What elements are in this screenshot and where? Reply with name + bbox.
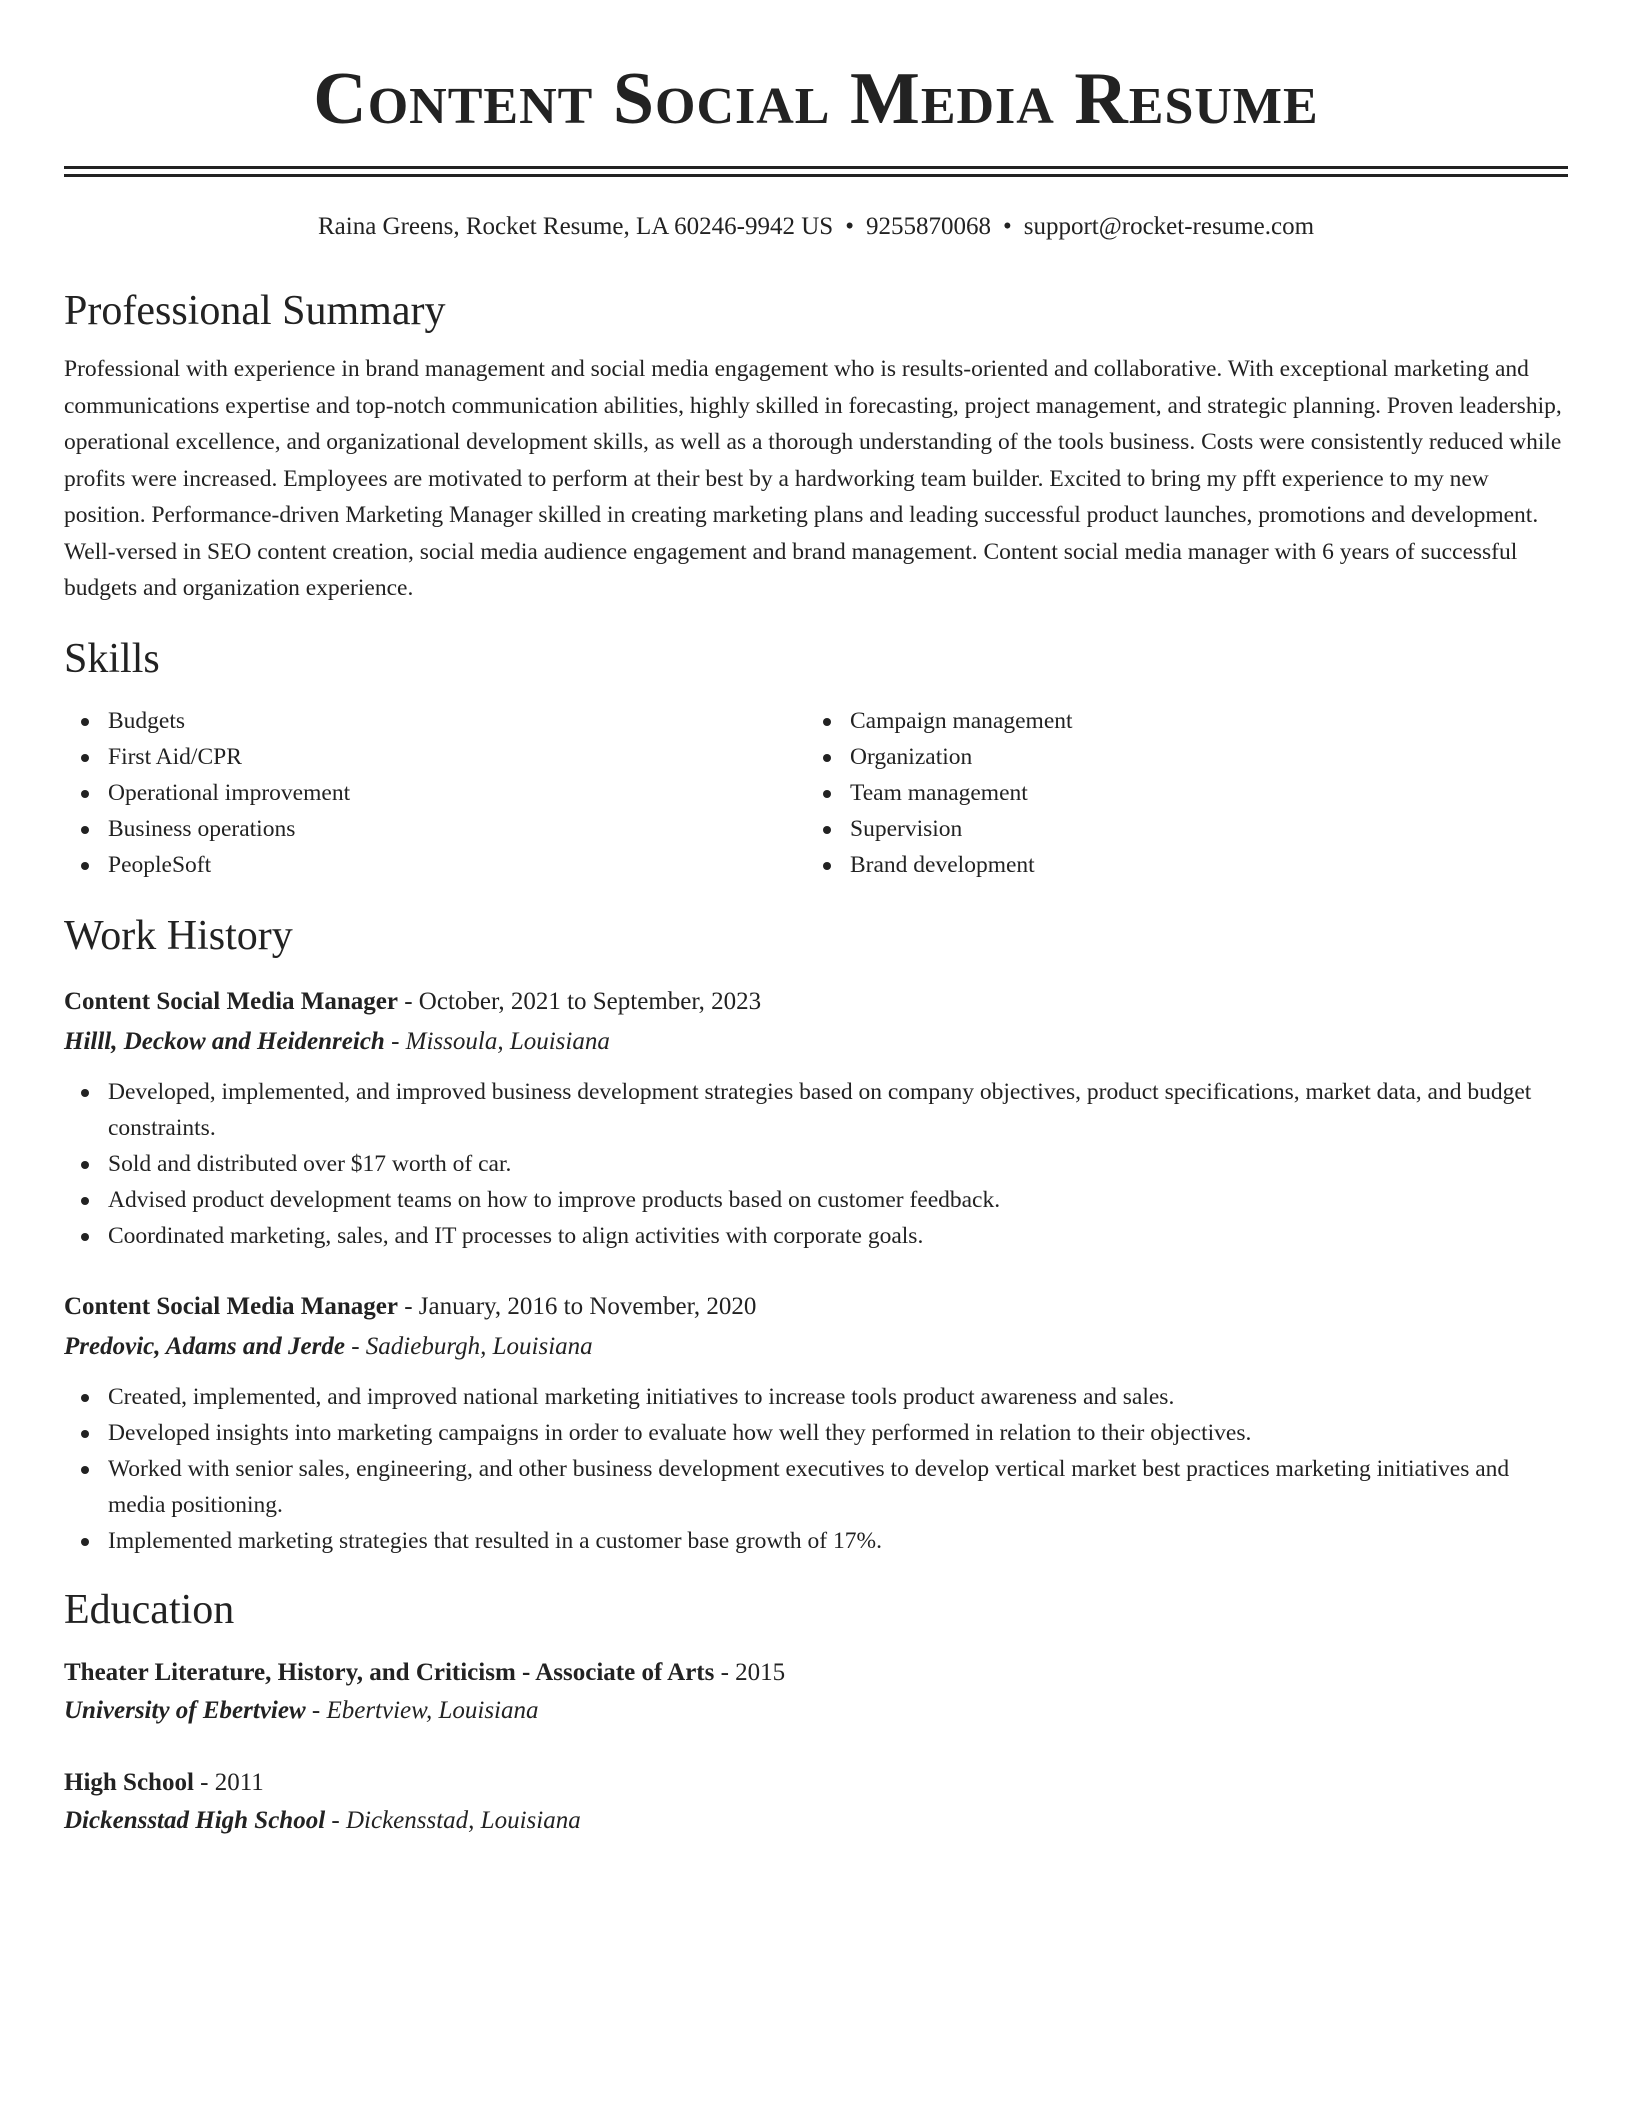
job-bullets: [64, 1074, 1568, 1255]
school-name: University of Ebertview: [64, 1696, 306, 1724]
job-entry: [64, 1287, 1568, 1560]
job-dates: - January, 2016 to November, 2020: [397, 1292, 757, 1320]
title-divider: [64, 166, 1568, 177]
summary-heading: Professional Summary: [64, 288, 446, 334]
skill-item: Operational improvement: [64, 775, 806, 811]
job-title-line: [64, 1287, 1568, 1327]
degree-name: Theater Literature, History, and Criticism - Associate of Arts: [64, 1658, 715, 1686]
company-location: - Sadieburgh, Louisiana: [344, 1332, 593, 1360]
job-bullet: Coordinated marketing, sales, and IT processes to align activities with corporate goals.: [64, 1218, 1568, 1254]
school-location: - Dickensstad, Louisiana: [325, 1806, 581, 1834]
degree-line: [64, 1654, 1568, 1692]
job-bullet: Developed, implemented, and improved business development strategies based on company objectives, product specifications, market data, and budget constraints.: [64, 1074, 1568, 1146]
school-name: Dickensstad High School: [64, 1806, 326, 1834]
education-entry: [64, 1654, 1568, 1730]
job-bullet: Sold and distributed over $17 worth of car.: [64, 1146, 1568, 1182]
company-line: [64, 1022, 1568, 1062]
degree-year: - 2015: [714, 1658, 786, 1686]
skill-item: Business operations: [64, 811, 806, 847]
education-entry: [64, 1764, 1568, 1840]
job-dates: - October, 2021 to September, 2023: [397, 987, 762, 1015]
skill-item: Campaign management: [806, 703, 1548, 739]
company-line: [64, 1327, 1568, 1367]
job-entry: [64, 982, 1568, 1255]
company-location: - Missoula, Louisiana: [384, 1027, 610, 1055]
job-bullet: Developed insights into marketing campaigns in order to evaluate how well they performed in relation to their objectives.: [64, 1415, 1568, 1451]
degree-year: - 2011: [193, 1768, 264, 1796]
skill-item: PeopleSoft: [64, 847, 806, 883]
job-bullets: [64, 1379, 1568, 1560]
skills-column-left: [64, 703, 806, 884]
skills-heading: Skills: [64, 635, 160, 682]
education-heading: Education: [64, 1586, 235, 1633]
company-name: Predovic, Adams and Jerde: [64, 1332, 345, 1360]
skills-column-right: [806, 703, 1548, 884]
school-location: - Ebertview, Louisiana: [305, 1696, 539, 1724]
contact-phone: 9255870068: [865, 213, 991, 240]
company-name: Hilll, Deckow and Heidenreich: [64, 1027, 385, 1055]
job-bullet: Created, implemented, and improved national marketing initiatives to increase tools product awareness and sales.: [64, 1379, 1568, 1415]
skill-item: First Aid/CPR: [64, 739, 806, 775]
skill-item: Team management: [806, 775, 1548, 811]
contact-line: [64, 211, 1568, 243]
skill-item: Supervision: [806, 811, 1548, 847]
contact-separator: •: [845, 213, 854, 240]
school-line: [64, 1692, 1568, 1730]
job-bullet: Worked with senior sales, engineering, and other business development executives to develop vertical market best practices marketing initiatives and media positioning.: [64, 1451, 1568, 1523]
degree-name: High School: [64, 1768, 194, 1796]
school-line: [64, 1802, 1568, 1840]
job-bullet: Implemented marketing strategies that resulted in a customer base growth of 17%.: [64, 1523, 1568, 1559]
resume-title: Content Social Media Resume: [313, 58, 1319, 140]
skills-list: [64, 703, 1568, 884]
skill-item: Organization: [806, 739, 1548, 775]
job-bullet: Advised product development teams on how to improve products based on customer feedback.: [64, 1182, 1568, 1218]
job-title: Content Social Media Manager: [64, 987, 398, 1015]
work-history-heading: Work History: [64, 912, 293, 959]
contact-separator: •: [1002, 213, 1012, 240]
contact-email: support@rocket-resume.com: [1023, 213, 1315, 240]
job-title: Content Social Media Manager: [64, 1292, 398, 1320]
contact-address: Raina Greens, Rocket Resume, LA 60246-9942 US: [317, 213, 834, 240]
job-title-line: [64, 982, 1568, 1022]
degree-line: [64, 1764, 1568, 1802]
skill-item: Brand development: [806, 847, 1548, 883]
summary-text: Professional with experience in brand management and social media engagement who is results-oriented and collaborative. With exceptional marketing and communications expertise and top-notch communication abilities, highly skilled in forecasting, project management, and strategic planning. Proven leadership, operational excellence, and organizational development skills, as well as a thorough understanding of the tools business. Costs were consistently reduced while profits were increased. Employees are motivated to perform at their best by a hardworking team builder. Excited to bring my pfft experience to my new position. Performance-driven Marketing Manager skilled in creating marketing plans and leading successful product launches, promotions and development. Well-versed in SEO content creation, social media audience engagement and brand management. Content social media manager with 6 years of successful budgets and organization experience.: [64, 356, 1562, 601]
skill-item: Budgets: [64, 703, 806, 739]
